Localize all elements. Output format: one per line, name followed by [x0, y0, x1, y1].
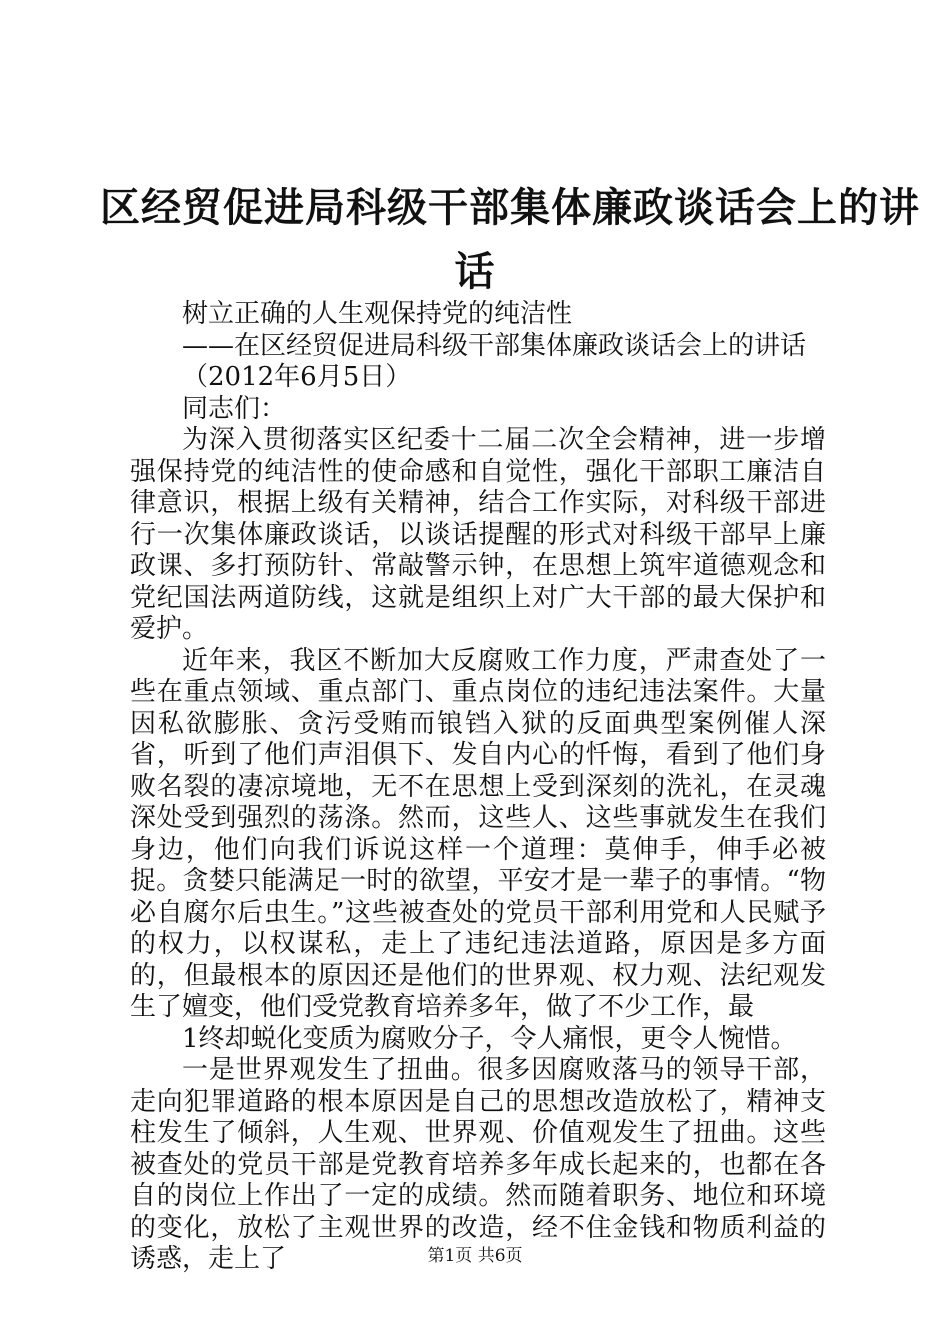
paragraph: 近年来，我区不断加大反腐败工作力度，严肃查处了一些在重点领域、重点部门、重点岗位的违纪违法案件。大量因私欲膨胀、贪污受贿而锒铛入狱的反面典型案例催人深省，听到了他们声泪俱下、发自内心的忏悔，看到了他们身败名裂的凄凉境地，无不在思想上受到深刻的洗礼，在灵魂深处受到强烈的荡涤。然而，这些人、这些事就发生在我们身边，他们向我们诉说这样一个道理：莫伸手，伸手必被捉。贪婪只能满足一时的欲望，平安才是一辈子的事情。“物必自腐尔后虫生。”这些被查处的党员干部利用党和人民赋予的权力，以权谋私，走上了违纪违法道路，原因是多方面的，但最根本的原因还是他们的世界观、权力观、法纪观发生了嬗变，他们受党教育培养多年，做了不少工作，最 [130, 645, 826, 1022]
salutation: 同志们： [182, 393, 287, 424]
speech-line: ——在区经贸促进局科级干部集体廉政谈话会上的讲话 [182, 330, 807, 361]
document-body [130, 299, 826, 1276]
paragraph: 为深入贯彻落实区纪委十二届二次全会精神，进一步增强保持党的纯洁性的使命感和自觉性，强化干部职工廉洁自律意识，根据上级有关精神，结合工作实际，对科级干部进行一次集体廉政谈话，以谈话提醒的形式对科级干部早上廉政课、多打预防针、常敲警示钟，在思想上筑牢道德观念和党纪国法两道防线，这就是组织上对广大干部的最大保护和爱护。 [130, 425, 826, 644]
paragraph: 1终却蜕化变质为腐败分子，令人痛恨，更令人惋惜。 [182, 1023, 797, 1054]
date-line: （2012年6月5日） [182, 362, 412, 392]
page-footer: 第1页 共6页 [427, 1246, 523, 1266]
paragraph: 一是世界观发生了扭曲。很多因腐败落马的领导干部，走向犯罪道路的根本原因是自己的思想改造放松了，精神支柱发生了倾斜，人生观、世界观、价值观发生了扭曲。这些被查处的党员干部是党教育培养多年成长起来的，也都在各自的岗位上作出了一定的成绩。然而随着职务、地位和环境的变化，放松了主观世界的改造，经不住金钱和物质利益的诱惑，走上了 [130, 1055, 826, 1274]
subtitle: 树立正确的人生观保持党的纯洁性 [182, 299, 573, 329]
document-title-line-1: 区经贸促进局科级干部集体廉政谈话会上的讲 [100, 185, 920, 231]
document-title-line-2: 话 [454, 249, 496, 295]
